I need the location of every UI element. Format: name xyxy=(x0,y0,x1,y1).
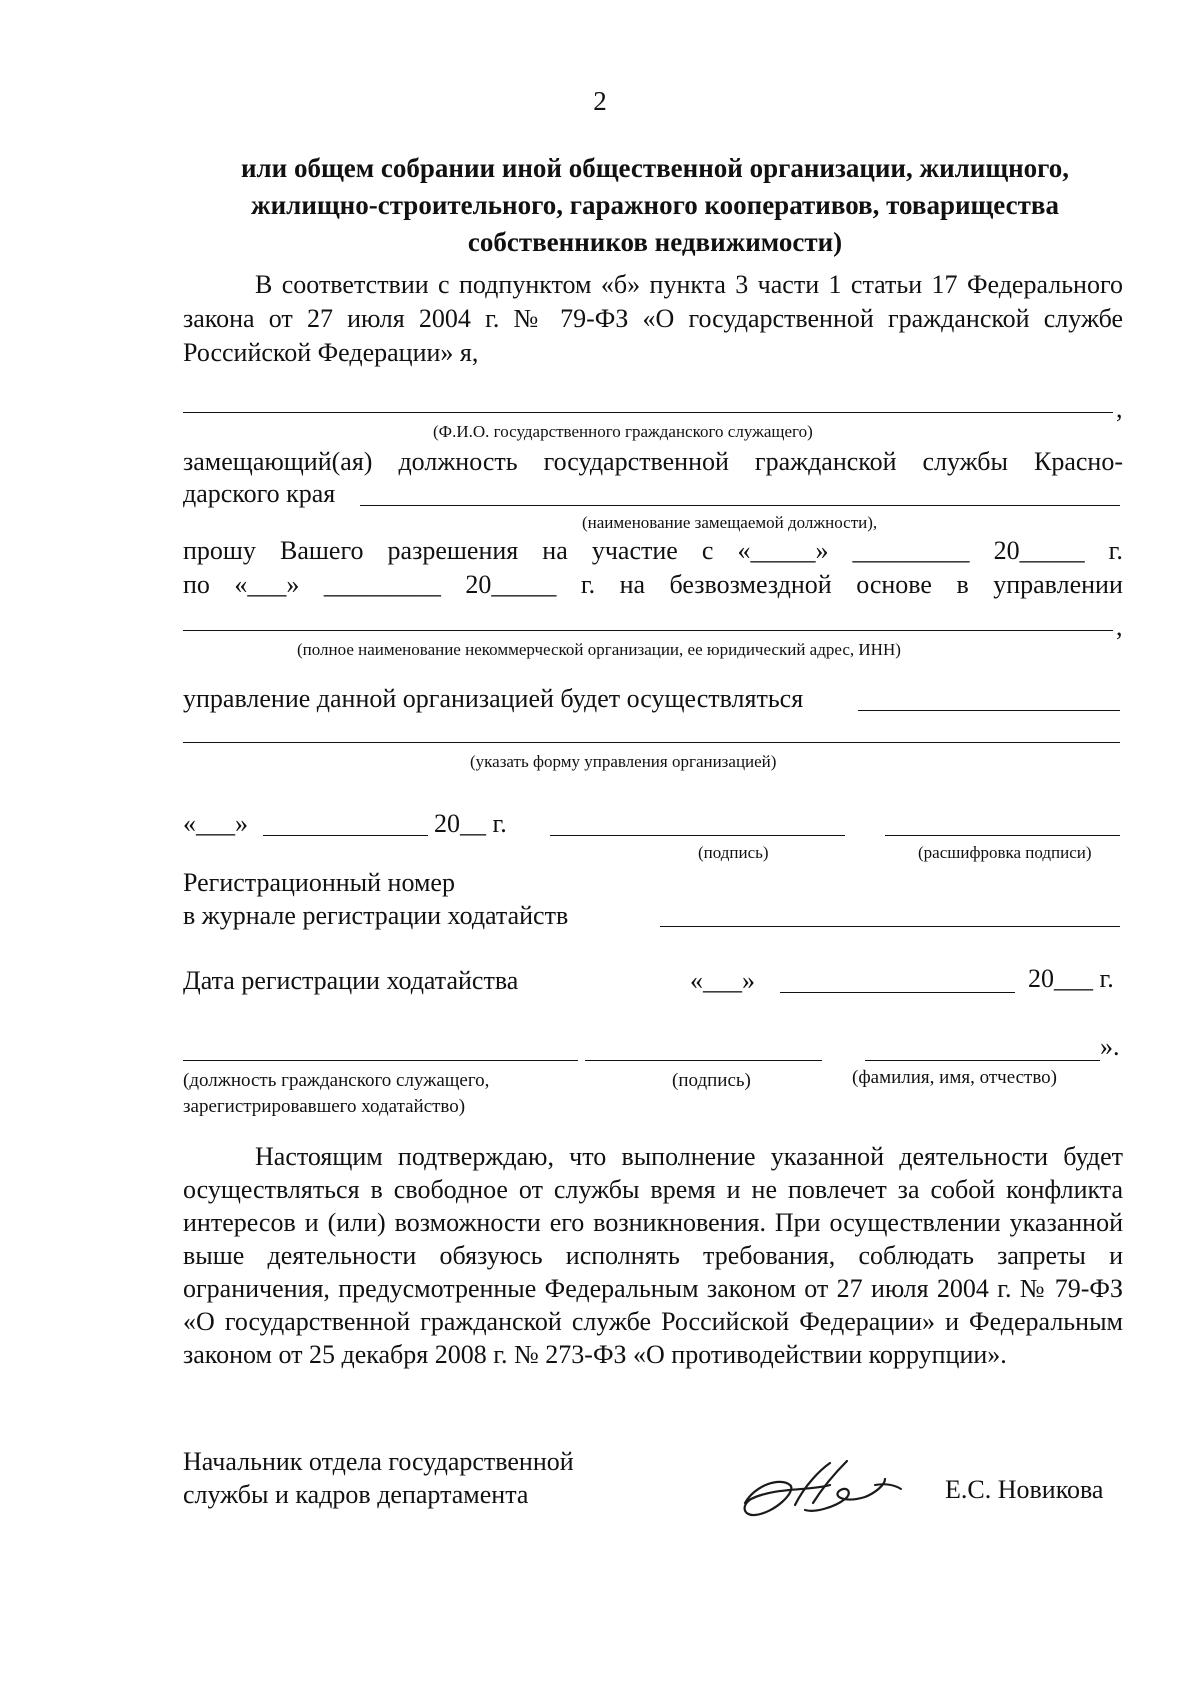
end-month-blank: _________ xyxy=(323,570,441,599)
form-heading: или общем собрании иной общественной организации, жилищного, жилищно-строительного, гаражного кооперативов, товарищества собственников недвижимости) xyxy=(240,153,1070,257)
start-day-blank: «_____» xyxy=(737,536,829,565)
start-year-blank: 20_____ xyxy=(993,536,1085,565)
position-line-2: дарского края xyxy=(183,479,336,508)
request-word: на xyxy=(542,536,568,565)
reg-date-quote: «___» xyxy=(690,966,755,995)
registrar-signature-underline xyxy=(585,1060,822,1061)
signature-decode-underline xyxy=(885,835,1120,836)
request-word: основе xyxy=(856,570,932,599)
signer-title-1: Начальник отдела государственной xyxy=(183,1447,574,1476)
handwritten-signature xyxy=(735,1455,905,1525)
request-word: разрешения xyxy=(387,536,519,565)
fio-underline xyxy=(183,412,1113,413)
request-line-1 xyxy=(183,536,1123,566)
date-year: 20__ г. xyxy=(434,809,507,838)
registrar-position-hint: (должность гражданского служащего, xyxy=(183,1070,490,1091)
org-hint: (полное наименование некоммерческой организации, ее юридический адрес, ИНН) xyxy=(297,640,901,659)
position-underline xyxy=(360,505,1120,506)
registrar-position-underline xyxy=(183,1060,578,1061)
request-word: Вашего xyxy=(280,536,364,565)
request-word: с xyxy=(701,536,714,565)
signer-title-2: службы и кадров департамента xyxy=(183,1480,529,1509)
management-text: управление данной организацией будет осуществляться xyxy=(183,684,804,713)
management-hint: (указать форму управления организацией) xyxy=(470,752,777,771)
signature-hint: (подпись) xyxy=(698,843,769,862)
management-underline-2 xyxy=(183,742,1120,743)
date-month-underline xyxy=(263,835,428,836)
fio-comma: , xyxy=(1116,394,1123,423)
request-word: по xyxy=(183,570,210,599)
request-word: г. xyxy=(580,570,596,599)
page-number: 2 xyxy=(593,86,607,116)
signature-underline xyxy=(550,835,845,836)
position-line-1: замещающий(ая) должность государственной гражданской службы Красно- xyxy=(183,447,1123,476)
signature-decode-hint: (расшифровка подписи) xyxy=(918,843,1092,862)
org-underline xyxy=(183,630,1113,631)
org-comma: , xyxy=(1116,612,1123,641)
intro-paragraph: В соответствии с подпунктом «б» пункта 3 части 1 статьи 17 Федерального закона от 27 июля 2004 г. № 79-ФЗ «О государственной гражданской службе Российской Федерации» я, xyxy=(183,270,1123,367)
reg-number-underline xyxy=(660,926,1120,927)
request-word: прошу xyxy=(183,536,256,565)
date-quote: «___» xyxy=(183,809,248,838)
reg-date-year: 20___ г. xyxy=(1028,964,1114,993)
reg-date-label: Дата регистрации ходатайства xyxy=(183,966,519,995)
registrar-name-hint: (фамилия, имя, отчество) xyxy=(852,1067,1058,1088)
signer-name: Е.С. Новикова xyxy=(945,1475,1104,1504)
end-day-blank: «___» xyxy=(234,570,300,599)
reg-date-month-underline xyxy=(780,992,1015,993)
management-underline-1 xyxy=(858,710,1120,711)
registrar-name-underline xyxy=(865,1060,1100,1061)
fio-hint: (Ф.И.О. государственного гражданского служащего) xyxy=(433,422,813,441)
confirmation-paragraph: Настоящим подтверждаю, что выполнение указанной деятельности будет осуществляться в свободное от службы время и не повлечет за собой конфликта интересов и (или) возможности его возникновения. При осуществлении указанной выше деятельности обязуюсь исполнять требования, соблюдать запреты и ограничения, предусмотренные Федеральным законом от 27 июля 2004 г. № 79-ФЗ «О государственной гражданской службе Российской Федерации» и Федеральным законом от 25 декабря 2008 г. № 273-ФЗ «О противодействии коррупции». xyxy=(183,1142,1123,1369)
position-hint: (наименование замещаемой должности), xyxy=(582,513,878,532)
request-word: в xyxy=(956,570,969,599)
request-line-2 xyxy=(183,570,1123,600)
end-year-blank: 20_____ xyxy=(465,570,557,599)
request-word: г. xyxy=(1108,536,1123,565)
reg-number-label-2: в журнале регистрации ходатайств xyxy=(183,901,569,930)
registrar-position-hint-2: зарегистрировавшего ходатайство) xyxy=(183,1096,466,1117)
request-word: управлении xyxy=(993,570,1123,599)
registrar-signature-hint: (подпись) xyxy=(672,1070,751,1091)
request-word: безвозмездной xyxy=(669,570,832,599)
reg-number-label-1: Регистрационный номер xyxy=(183,868,455,897)
start-month-blank: _________ xyxy=(852,536,970,565)
request-word: участие xyxy=(591,536,678,565)
closing-quote: ». xyxy=(1100,1032,1120,1061)
request-word: на xyxy=(619,570,646,599)
